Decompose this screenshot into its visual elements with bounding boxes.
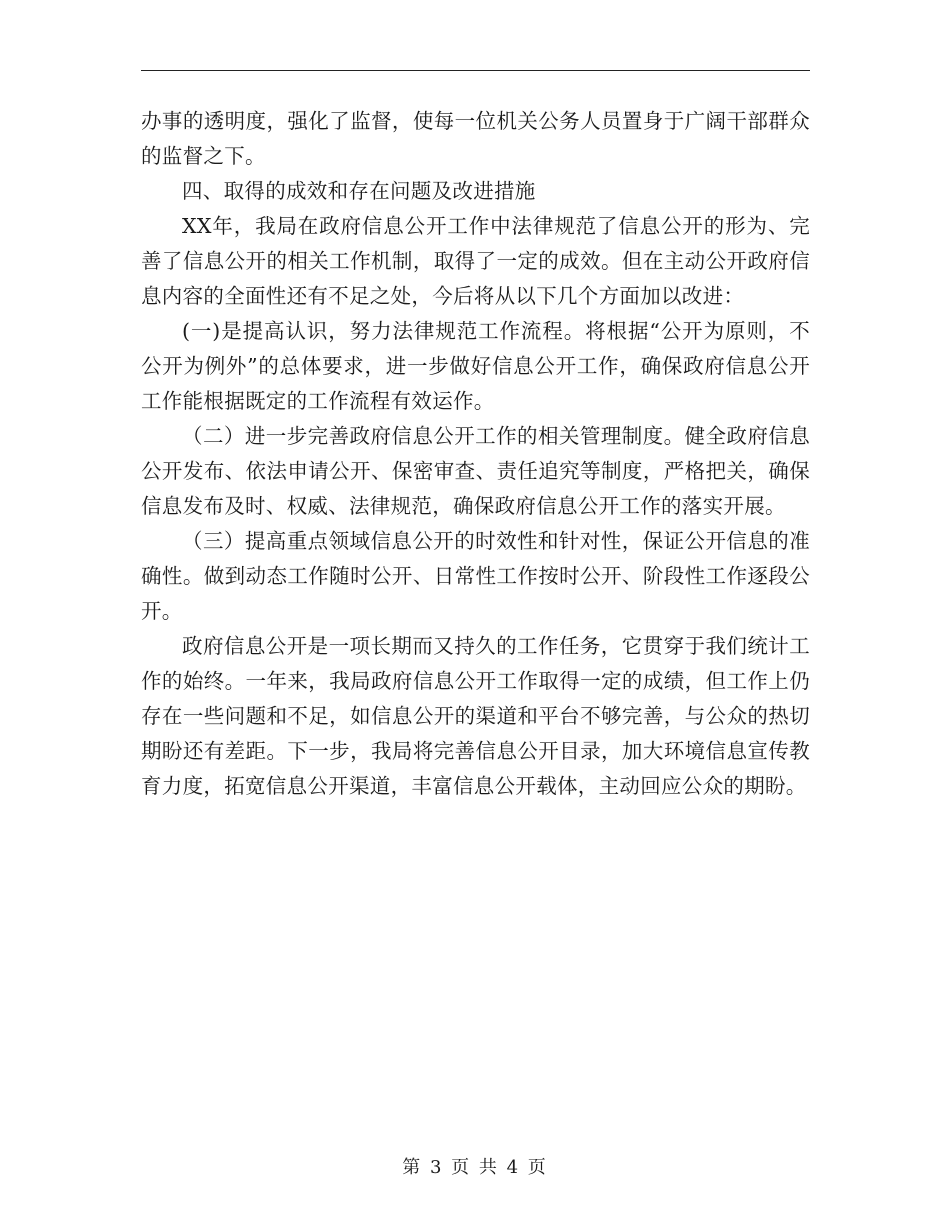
- paragraph-continuation: 办事的透明度，强化了监督，使每一位机关公务人员置身于广阔干部群众的监督之下。: [141, 109, 810, 168]
- document-body: [141, 104, 810, 804]
- paragraph-conclusion: 政府信息公开是一项长期而又持久的工作任务，它贯穿于我们统计工作的始终。一年来，我局政府信息公开工作取得一定的成绩，但工作上仍存在一些问题和不足，如信息公开的渠道和平台不够完善，与公众的热切期盼还有差距。下一步，我局将完善信息公开目录，加大环境信息宣传教育力度，拓宽信息公开渠道，丰富信息公开载体，主动回应公众的期盼。: [141, 634, 810, 798]
- paragraph-measure-1: (一)是提高认识，努力法律规范工作流程。将根据“公开为原则，不公开为例外”的总体要求，进一步做好信息公开工作，确保政府信息公开工作能根据既定的工作流程有效运作。: [141, 319, 810, 413]
- section-heading: 四、取得的成效和存在问题及改进措施: [182, 179, 536, 203]
- header-rule: [141, 70, 810, 71]
- paragraph-summary: XX年，我局在政府信息公开工作中法律规范了信息公开的形为、完善了信息公开的相关工作机制，取得了一定的成效。但在主动公开政府信息内容的全面性还有不足之处，今后将从以下几个方面加以改进：: [141, 214, 810, 308]
- paragraph-measure-2: （二）进一步完善政府信息公开工作的相关管理制度。健全政府信息公开发布、依法申请公开、保密审查、责任追究等制度，严格把关，确保信息发布及时、权威、法律规范，确保政府信息公开工作的落实开展。: [141, 424, 810, 518]
- page-number: 第 3 页 共 4 页: [402, 1157, 548, 1178]
- paragraph-measure-3: （三）提高重点领域信息公开的时效性和针对性，保证公开信息的准确性。做到动态工作随时公开、日常性工作按时公开、阶段性工作逐段公开。: [141, 529, 810, 623]
